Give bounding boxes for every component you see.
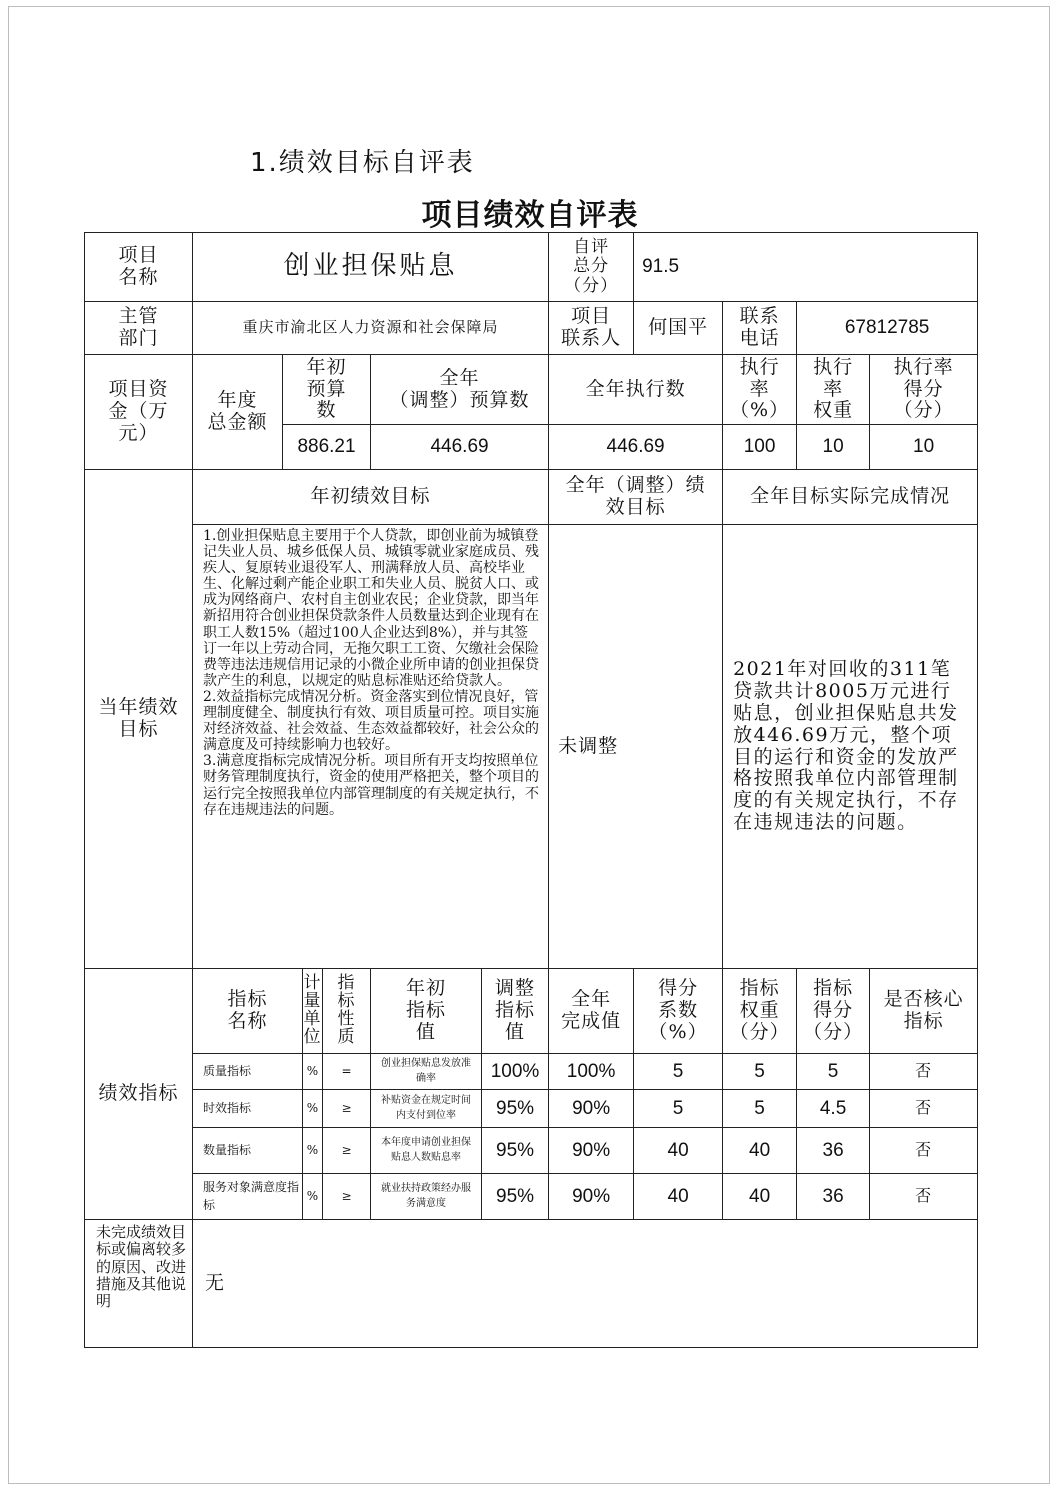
exec-weight-label: 执行 率 权重 (797, 355, 870, 425)
indicator-unit-header: 计 量 单 位 (303, 969, 323, 1054)
indicator-weight: 5 (723, 1054, 797, 1090)
performance-table (84, 232, 978, 1348)
indicator-core: 否 (870, 1090, 978, 1128)
indicator-weight: 40 (723, 1128, 797, 1174)
indicator-nature-header: 指 标 性 质 (323, 969, 371, 1054)
contact-label: 项目 联系人 (549, 302, 634, 355)
actual-goals-text: 2021年对回收的311笔贷款共计8005万元进行贴息，创业担保贴息共发放446.69万元，整个项目的运行和资金的发放严格按照我单位内部管理制度的有关规定执行，不存在违规违法的问题。 (723, 525, 978, 969)
indicator-unit: % (303, 1090, 323, 1128)
actual-goals-label: 全年目标实际完成情况 (723, 470, 978, 525)
indicator-weight: 40 (723, 1174, 797, 1220)
section-heading: 1.绩效目标自评表 (250, 148, 475, 178)
indicator-initial: 补贴资金在规定时间内支付到位率 (371, 1090, 482, 1128)
initial-budget-label: 年初 预算 数 (283, 355, 371, 425)
indicator-weight: 5 (723, 1090, 797, 1128)
adjusted-goals-text: 未调整 (549, 525, 723, 969)
indicator-score: 4.5 (797, 1090, 870, 1128)
indicator-nature: ≥ (323, 1128, 371, 1174)
indicator-completed: 100% (549, 1054, 634, 1090)
contact-name: 何国平 (634, 302, 723, 355)
indicator-unit: % (303, 1054, 323, 1090)
indicator-unit: % (303, 1128, 323, 1174)
indicator-coef: 5 (634, 1054, 723, 1090)
indicator-coef: 40 (634, 1128, 723, 1174)
indicator-coef-header: 得分 系数 （%） (634, 969, 723, 1054)
project-name-label: 项目 名称 (85, 233, 193, 302)
indicator-name: 数量指标 (193, 1128, 303, 1174)
indicator-core: 否 (870, 1174, 978, 1220)
indicator-name: 时效指标 (193, 1090, 303, 1128)
indicator-core-header: 是否核心 指标 (870, 969, 978, 1054)
exec-score-label: 执行率 得分 （分） (870, 355, 978, 425)
adjusted-goals-label: 全年（调整）绩 效目标 (549, 470, 723, 525)
executed-value: 446.69 (549, 425, 723, 470)
indicator-completed: 90% (549, 1174, 634, 1220)
adjusted-budget-label: 全年 （调整）预算数 (371, 355, 549, 425)
indicator-completed: 90% (549, 1090, 634, 1128)
initial-goals-label: 年初绩效目标 (193, 470, 549, 525)
indicator-adjusted: 95% (482, 1090, 549, 1128)
self-score-label: 自评 总分 （分） (549, 233, 634, 302)
executed-label: 全年执行数 (549, 355, 723, 425)
dept-name: 重庆市渝北区人力资源和社会保障局 (193, 302, 549, 355)
table-title: 项目绩效自评表 (421, 198, 639, 233)
dept-label: 主管 部门 (85, 302, 193, 355)
annual-total-label: 年度 总金额 (193, 355, 283, 470)
remarks-label: 未完成绩效目标或偏离较多的原因、改进措施及其他说明 (85, 1220, 193, 1348)
remarks-value: 无 (193, 1220, 978, 1348)
indicator-unit: % (303, 1174, 323, 1220)
phone-label: 联系 电话 (723, 302, 797, 355)
indicator-core: 否 (870, 1128, 978, 1174)
adjusted-budget-value: 446.69 (371, 425, 549, 470)
indicator-score: 36 (797, 1174, 870, 1220)
indicator-completed-header: 全年 完成值 (549, 969, 634, 1054)
indicator-coef: 5 (634, 1090, 723, 1128)
initial-goals-paragraph: 3.满意度指标完成情况分析。项目所有开支均按照单位财务管理制度执行，资金的使用严格把关，整个项目的运行完全按照我单位内部管理制度的有关规定执行，不存在违规违法的问题。 (203, 753, 539, 818)
table-row (85, 1174, 978, 1220)
indicator-nature: ≥ (323, 1090, 371, 1128)
initial-goals-text (193, 525, 549, 969)
indicator-adjusted: 100% (482, 1054, 549, 1090)
exec-rate-label: 执行 率 （%） (723, 355, 797, 425)
indicator-coef: 40 (634, 1174, 723, 1220)
initial-goals-paragraph: 2.效益指标完成情况分析。资金落实到位情况良好，管理制度健全、制度执行有效、项目质量可控。项目实施对经济效益、社会效益、生态效益都较好，社会公众的满意度及可持续影响力也较好。 (203, 688, 539, 754)
indicator-name: 质量指标 (193, 1054, 303, 1090)
self-score: 91.5 (634, 233, 978, 302)
indicator-adjusted: 95% (482, 1174, 549, 1220)
initial-goals-paragraph: 1.创业担保贴息主要用于个人贷款，即创业前为城镇登记失业人员、城乡低保人员、城镇零就业家庭成员、残疾人、复原转业退役军人、刑满释放人员、高校毕业生、化解过剩产能企业职工和失业人员、脱贫人口、或成为网络商户、农村自主创业农民；企业贷款，即当年新招用符合创业担保贷款条件人员数量达到企业现有在职工人数15%（超过100人企业达到8%），并与其签订一年以上劳动合同，无拖欠职工工资、欠缴社会保险费等违法违规信用记录的小微企业所申请的创业担保贷款产生的利息，以规定的贴息标准贴还给贷款人。 (203, 528, 539, 689)
indicator-initial-header: 年初 指标 值 (371, 969, 482, 1054)
indicator-adjusted-header: 调整 指标 值 (482, 969, 549, 1054)
indicator-initial: 本年度申请创业担保贴息人数贴息率 (371, 1128, 482, 1174)
indicator-nature: ≥ (323, 1174, 371, 1220)
indicator-name: 服务对象满意度指标 (193, 1174, 303, 1220)
exec-rate-value: 100 (723, 425, 797, 470)
indicator-completed: 90% (549, 1128, 634, 1174)
indicators-label: 绩效指标 (85, 969, 193, 1220)
indicator-score-header: 指标 得分 （分） (797, 969, 870, 1054)
indicator-score: 5 (797, 1054, 870, 1090)
initial-budget-value: 886.21 (283, 425, 371, 470)
phone-number: 67812785 (797, 302, 978, 355)
indicator-weight-header: 指标 权重 （分） (723, 969, 797, 1054)
indicator-nature: = (323, 1054, 371, 1090)
indicator-core: 否 (870, 1054, 978, 1090)
exec-weight-value: 10 (797, 425, 870, 470)
indicator-score: 36 (797, 1128, 870, 1174)
goals-label: 当年绩效 目标 (85, 470, 193, 969)
indicator-initial: 就业扶持政策经办服务满意度 (371, 1174, 482, 1220)
indicator-adjusted: 95% (482, 1128, 549, 1174)
table-row (85, 1054, 978, 1090)
project-name: 创业担保贴息 (193, 233, 549, 302)
table-row (85, 1090, 978, 1128)
table-row (85, 1128, 978, 1174)
exec-score-value: 10 (870, 425, 978, 470)
funds-label: 项目资 金（万 元） (85, 355, 193, 470)
indicator-name-header: 指标 名称 (193, 969, 303, 1054)
indicator-initial: 创业担保贴息发放准确率 (371, 1054, 482, 1090)
